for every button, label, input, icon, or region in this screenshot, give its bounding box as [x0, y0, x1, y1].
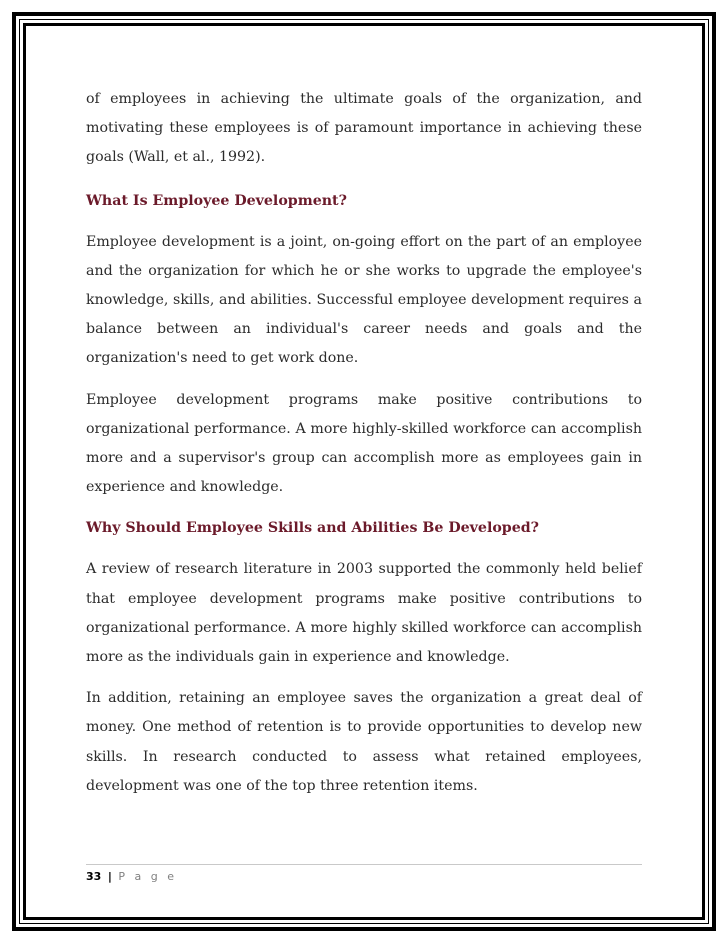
programs-paragraph: Employee development programs make positive contributions to organizational performance. A more highly-skilled workforce can accomplish more and a supervisor's group can accomplish more as employees gain in experience and knowledge. [86, 391, 642, 496]
heading-what-is-employee-development: What Is Employee Development? [86, 192, 347, 209]
definition-paragraph: Employee development is a joint, on-going effort on the part of an employee and the organization for which he or she works to upgrade the employee's knowledge, skills, and abilities. Successful employee development requires a balance between an individual's career needs and goals and the organization's need to get work done. [86, 233, 642, 367]
footer-separator: | [107, 870, 112, 883]
page-number: 33 [86, 870, 102, 883]
page-content [86, 85, 642, 801]
retention-paragraph: In addition, retaining an employee saves the organization a great deal of money. One method of retention is to provide opportunities to develop new skills. In research conducted to assess what retained employees, development was one of the top three retention items. [86, 690, 642, 794]
intro-paragraph: of employees in achieving the ultimate goals of the organization, and motivating these employees is of paramount importance in achieving these goals (Wall, et al., 1992). [86, 91, 642, 166]
page-footer [86, 864, 642, 883]
research-paragraph: A review of research literature in 2003 supported the commonly held belief that employee development programs make positive contributions to organizational performance. A more highly skilled workforce can accomplish more as the individuals gain in experience and knowledge. [86, 561, 642, 666]
heading-why-develop-skills: Why Should Employee Skills and Abilities Be Developed? [86, 520, 539, 537]
page-label: P a g e [118, 870, 177, 883]
